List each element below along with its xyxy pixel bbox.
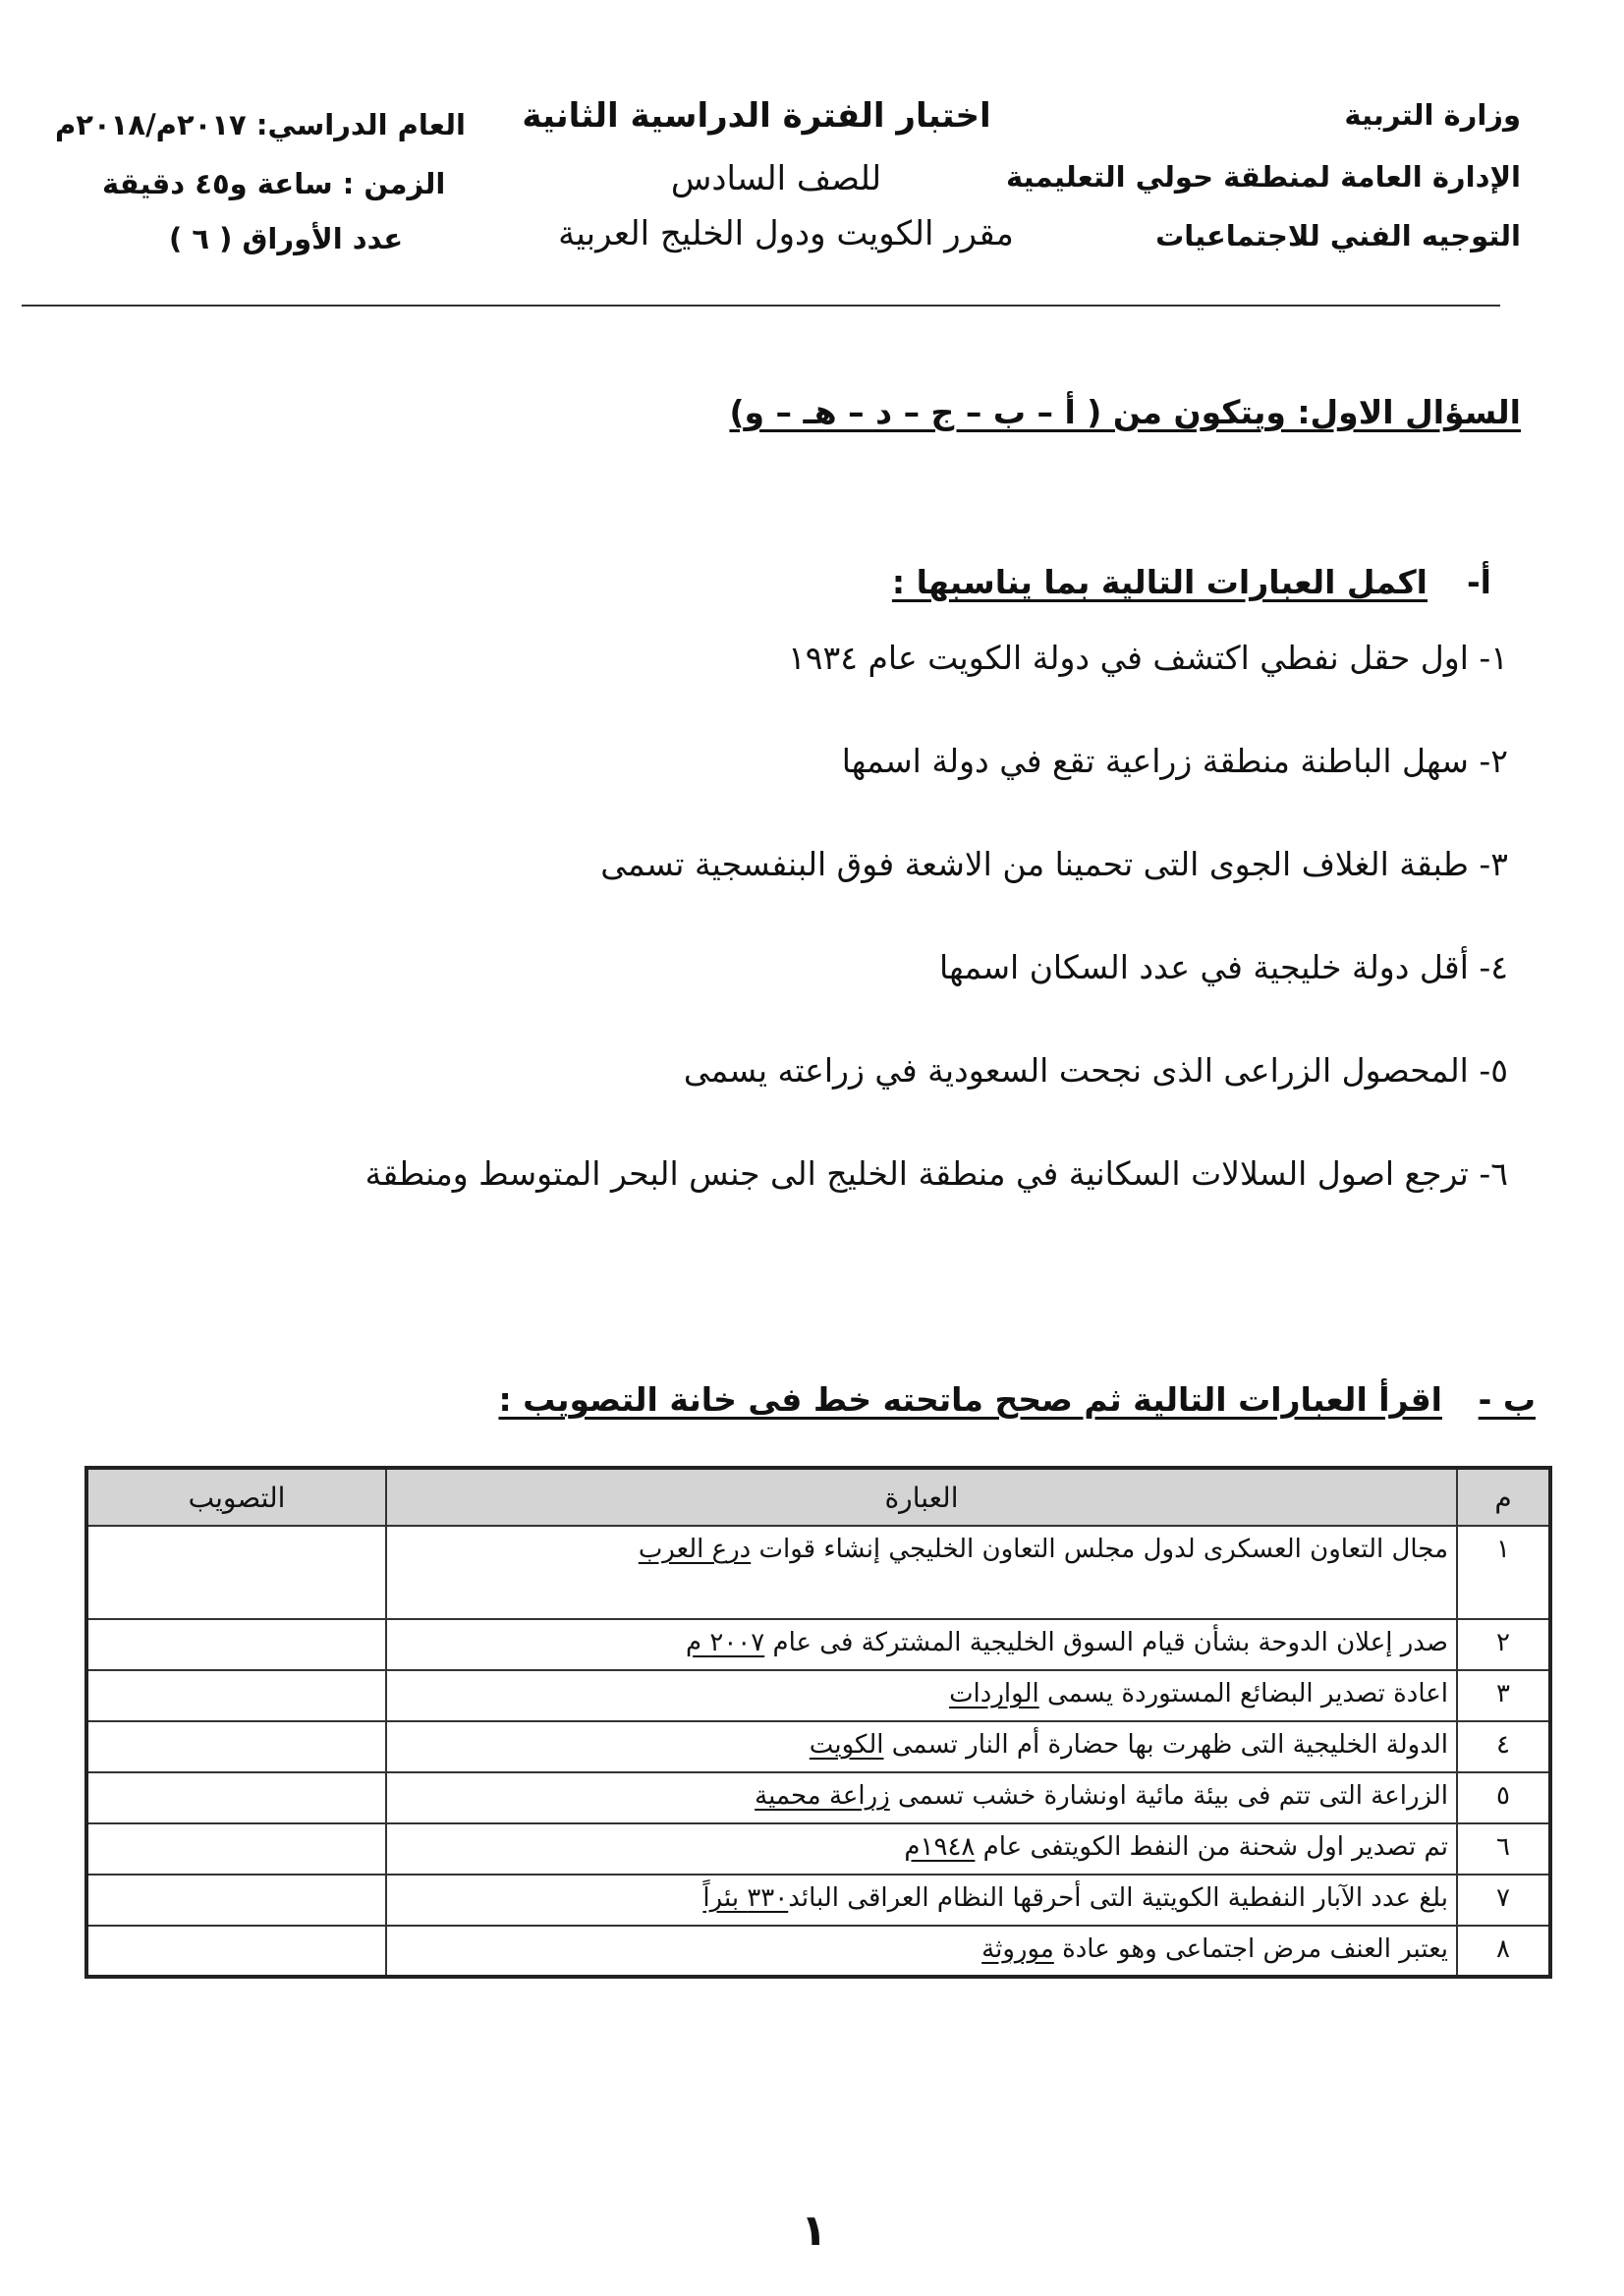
- course-name: مقرر الكويت ودول الخليج العربية: [558, 214, 1014, 253]
- row-statement: [386, 1526, 1457, 1619]
- row-number: ٨: [1457, 1926, 1550, 1977]
- underlined-term: ٣٣٠ بئراً: [702, 1883, 789, 1913]
- col-header-correction: التصويب: [86, 1468, 386, 1526]
- row-number: ٥: [1457, 1772, 1550, 1823]
- statement-text: مجال التعاون العسكرى لدول مجلس التعاون الخليجي إنشاء قوات: [751, 1535, 1448, 1564]
- correction-cell[interactable]: [86, 1926, 386, 1977]
- row-statement: [386, 1721, 1457, 1772]
- underlined-term: زراعة محمية: [755, 1781, 890, 1811]
- statement-text: يعتبر العنف مرض اجتماعى وهو عادة: [1053, 1934, 1448, 1964]
- statement-text: الزراعة التى تتم فى بيئة مائية اونشارة خشب تسمى: [889, 1781, 1448, 1811]
- directorate-name: الإدارة العامة لمنطقة حولي التعليمية: [1006, 160, 1521, 194]
- table-row: [86, 1823, 1550, 1875]
- table-row: [86, 1875, 1550, 1926]
- true-false-table: [84, 1466, 1552, 1979]
- correction-cell[interactable]: [86, 1721, 386, 1772]
- fill-item-2: ٢- سهل الباطنة منطقة زراعية تقع في دولة اسمها: [841, 742, 1508, 780]
- table-row: [86, 1772, 1550, 1823]
- row-statement: [386, 1670, 1457, 1721]
- exam-title: اختبار الفترة الدراسية الثانية: [522, 96, 991, 136]
- department-name: التوجيه الفني للاجتماعيات: [1155, 219, 1521, 252]
- fill-item-5: ٥- المحصول الزراعى الذى نجحت السعودية في زراعته يسمى: [683, 1051, 1508, 1090]
- row-number: ١: [1457, 1526, 1550, 1619]
- grade-label: للصف السادس: [670, 159, 882, 198]
- table-row: [86, 1721, 1550, 1772]
- fill-item-3: ٣- طبقة الغلاف الجوى التى تحمينا من الاشعة فوق البنفسجية تسمى: [600, 845, 1508, 883]
- underlined-term: الواردات: [949, 1679, 1039, 1708]
- correction-cell[interactable]: [86, 1619, 386, 1670]
- table-row: [86, 1526, 1550, 1619]
- statement-text: تم تصدير اول شحنة من النفط الكويتفى عام: [975, 1832, 1448, 1862]
- underlined-term: ١٩٤٨م: [904, 1832, 976, 1862]
- academic-year: العام الدراسي: ٢٠١٧م/٢٠١٨م: [55, 108, 466, 141]
- statement-text: اعادة تصدير البضائع المستوردة يسمى: [1038, 1679, 1448, 1708]
- question-1-title: السؤال الاول: ويتكون من ( أ – ب – ج – د – هـ – و): [729, 393, 1521, 431]
- row-statement: [386, 1926, 1457, 1977]
- correction-cell[interactable]: [86, 1670, 386, 1721]
- ministry-name: وزارة التربية: [1344, 98, 1521, 132]
- row-number: ٤: [1457, 1721, 1550, 1772]
- col-header-statement: العبارة: [386, 1468, 1457, 1526]
- row-number: ٦: [1457, 1823, 1550, 1875]
- underlined-term: الكويت: [809, 1730, 884, 1760]
- underlined-term: درع العرب: [638, 1535, 752, 1564]
- part-a-letter: أ-: [1466, 563, 1491, 601]
- exam-duration: الزمن : ساعة و٤٥ دقيقة: [102, 167, 446, 200]
- table-row: [86, 1926, 1550, 1977]
- correction-cell[interactable]: [86, 1526, 386, 1619]
- row-statement: [386, 1875, 1457, 1926]
- correction-cell[interactable]: [86, 1875, 386, 1926]
- statement-text: صدر إعلان الدوحة بشأن قيام السوق الخليجية المشتركة فى عام: [764, 1628, 1448, 1657]
- header-divider: [22, 305, 1500, 307]
- fill-item-4: ٤- أقل دولة خليجية في عدد السكان اسمها: [939, 948, 1508, 986]
- statement-text: الدولة الخليجية التى ظهرت بها حضارة أم النار تسمى: [883, 1730, 1448, 1760]
- fill-item-1: ١- اول حقل نفطي اكتشف في دولة الكويت عام ١٩٣٤: [788, 639, 1508, 677]
- table-row: [86, 1670, 1550, 1721]
- underlined-term: موروثة: [981, 1934, 1054, 1964]
- part-b-title: اقرأ العبارات التالية ثم صحح ماتحته خط فى خانة التصويب :: [498, 1380, 1442, 1419]
- row-statement: [386, 1823, 1457, 1875]
- correction-cell[interactable]: [86, 1823, 386, 1875]
- col-header-number: م: [1457, 1468, 1550, 1526]
- table-header-row: [86, 1468, 1550, 1526]
- statement-text: بلغ عدد الآبار النفطية الكويتية التى أحرقها النظام العراقى البائد: [788, 1883, 1448, 1913]
- fill-item-6: ٦- ترجع اصول السلالات السكانية في منطقة الخليج الى جنس البحر المتوسط ومنطقة: [364, 1154, 1508, 1193]
- row-number: ٢: [1457, 1619, 1550, 1670]
- underlined-term: ٢٠٠٧ م: [685, 1628, 765, 1657]
- correction-cell[interactable]: [86, 1772, 386, 1823]
- part-b-letter: ب -: [1478, 1380, 1536, 1419]
- table-row: [86, 1619, 1550, 1670]
- row-statement: [386, 1772, 1457, 1823]
- row-number: ٣: [1457, 1670, 1550, 1721]
- row-statement: [386, 1619, 1457, 1670]
- row-number: ٧: [1457, 1875, 1550, 1926]
- part-a-title: اكمل العبارات التالية بما يناسبها :: [891, 563, 1428, 601]
- pages-count: عدد الأوراق ( ٦ ): [169, 222, 404, 255]
- page-number: ١: [801, 2206, 827, 2256]
